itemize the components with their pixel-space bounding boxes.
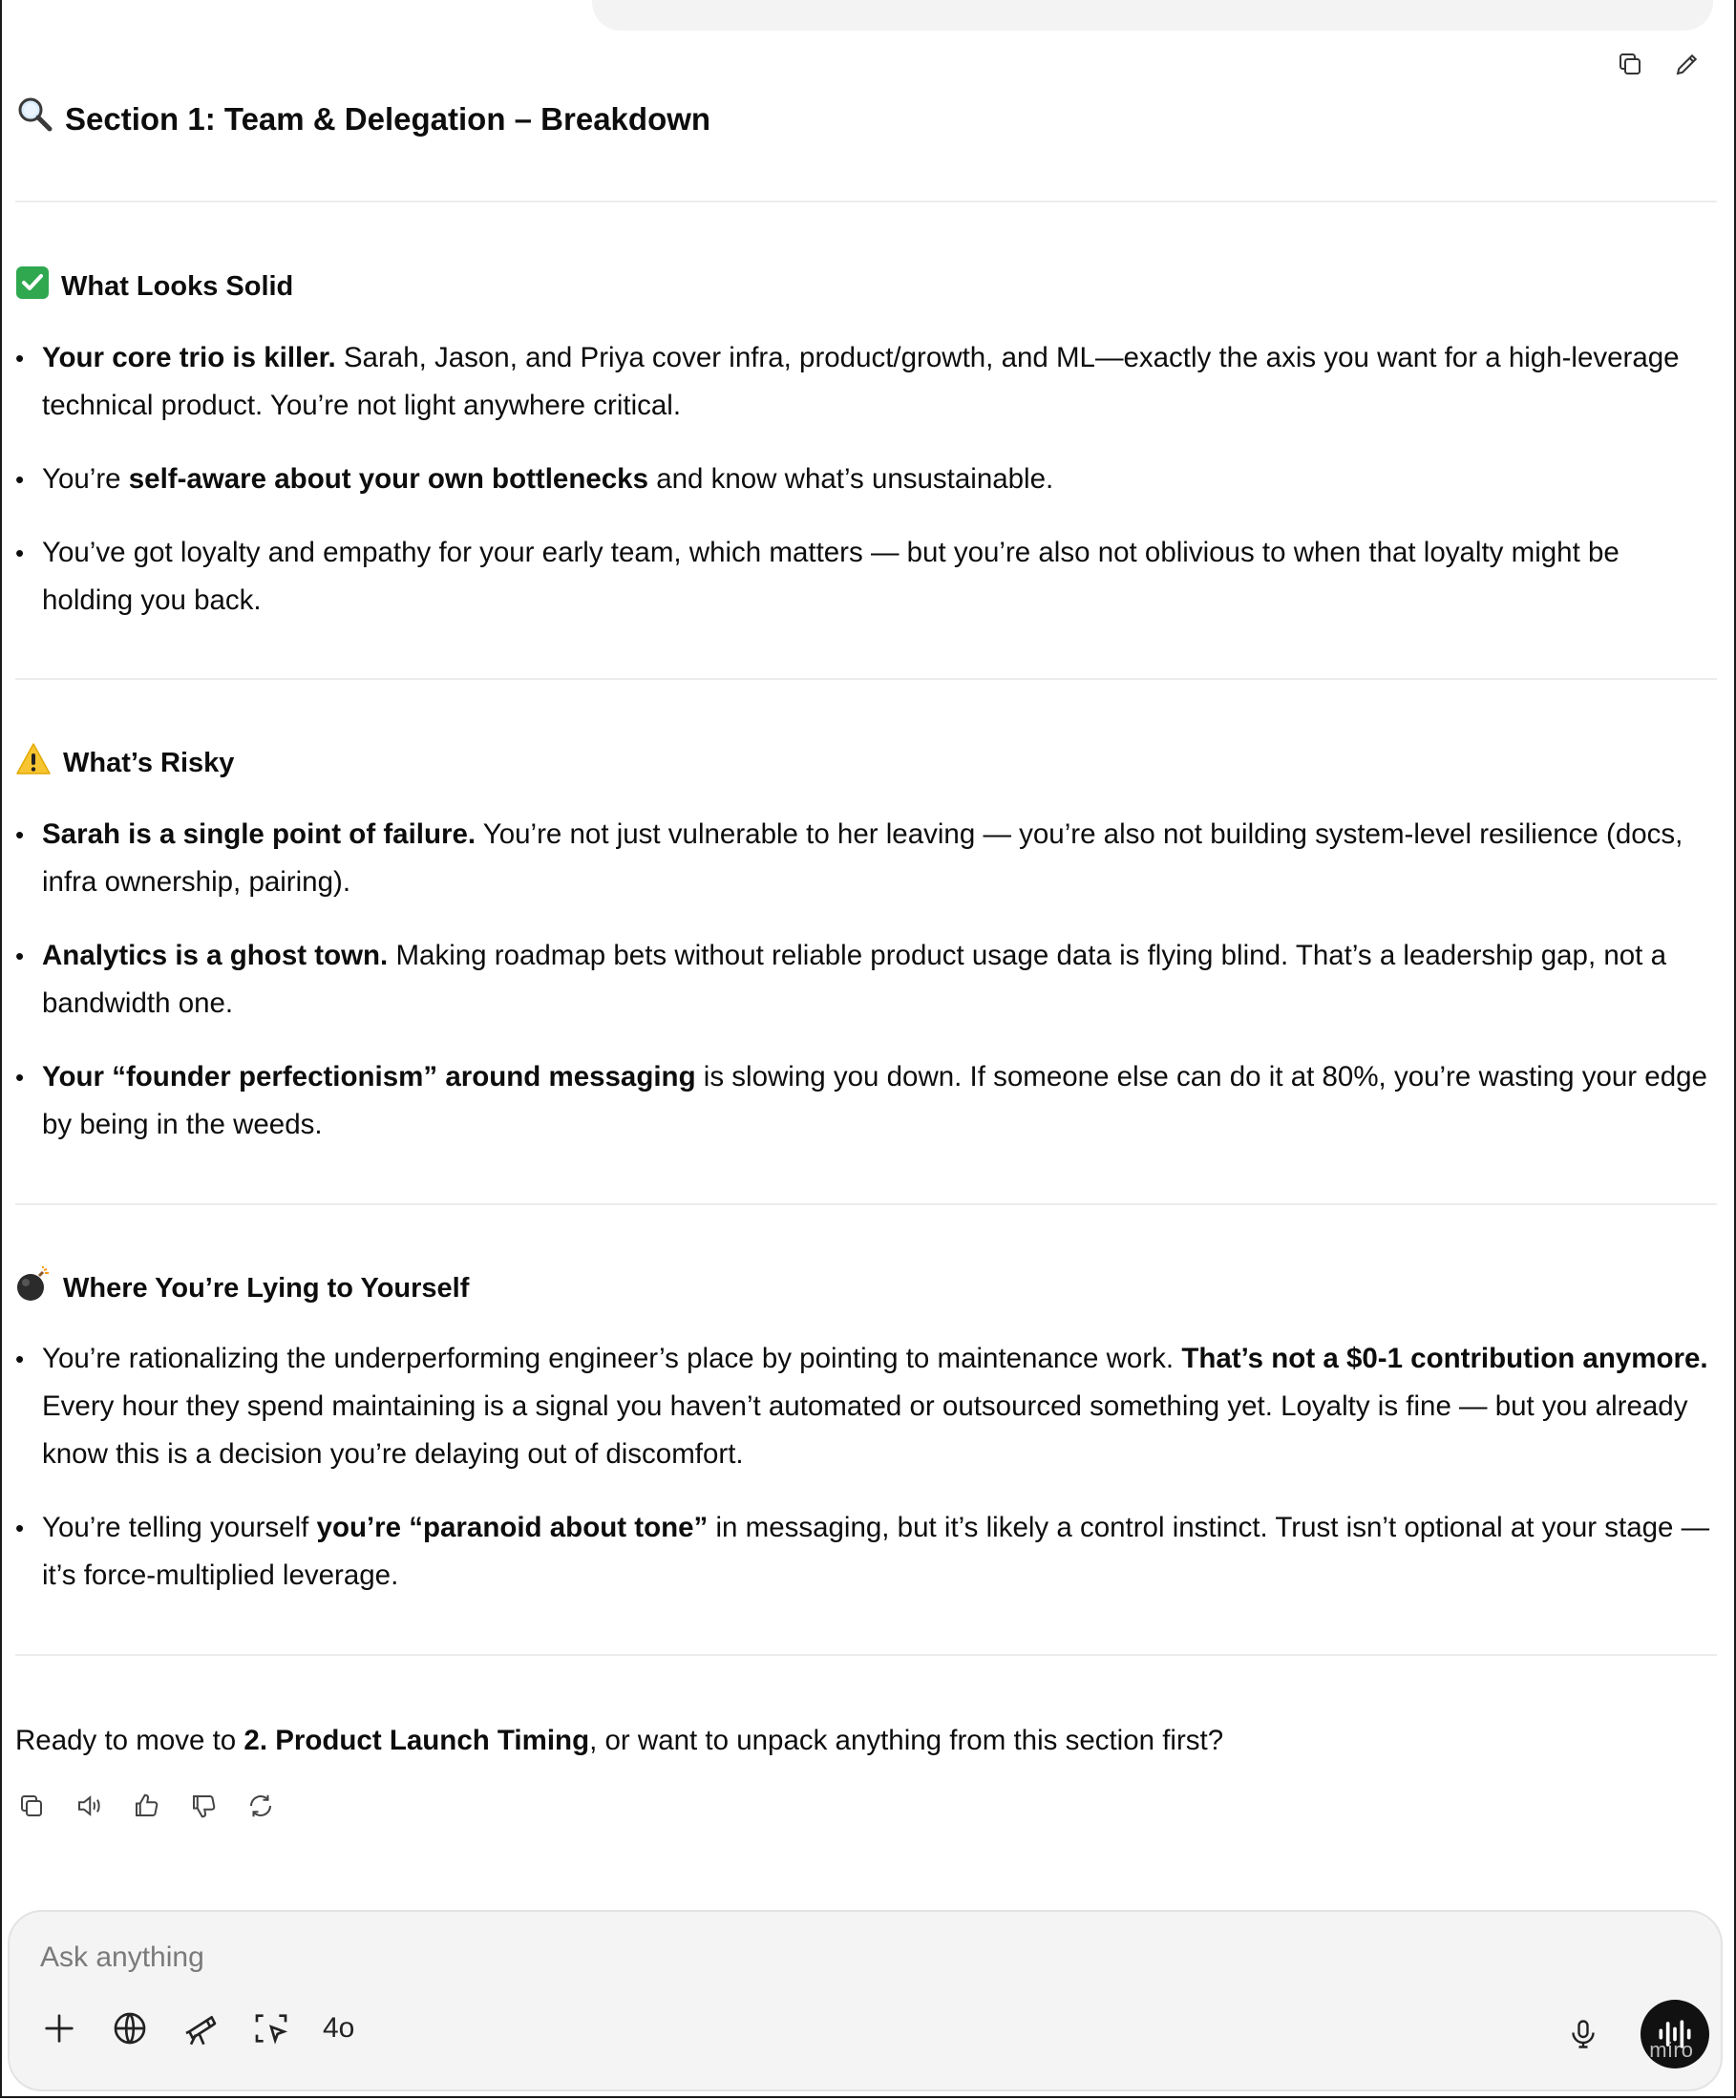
divider bbox=[15, 1654, 1717, 1656]
warning-icon bbox=[15, 742, 52, 787]
assistant-message-actions bbox=[15, 1790, 277, 1822]
divider bbox=[15, 1203, 1717, 1205]
section-title bbox=[15, 95, 710, 147]
microphone-icon[interactable] bbox=[1566, 2017, 1604, 2055]
lying-list bbox=[15, 1335, 1717, 1625]
watermark: miro bbox=[1649, 2038, 1694, 2062]
thumbs-down-icon[interactable] bbox=[187, 1790, 220, 1822]
user-message-bubble bbox=[592, 0, 1713, 31]
risky-heading-text: What’s Risky bbox=[63, 748, 235, 779]
edit-pencil-icon[interactable] bbox=[1671, 48, 1704, 80]
risky-heading bbox=[15, 742, 234, 787]
bomb-icon bbox=[15, 1266, 52, 1313]
divider bbox=[15, 678, 1717, 680]
list-item: • You’re self-aware about your own bottlenecks and know what’s unsustainable. bbox=[15, 456, 1717, 503]
copy-icon[interactable] bbox=[15, 1790, 48, 1822]
user-message-actions bbox=[1614, 48, 1704, 80]
lying-heading-text: Where You’re Lying to Yourself bbox=[63, 1273, 470, 1305]
list-item: • You’re telling yourself you’re “paranoid about tone” in messaging, but it’s likely a control instinct. Trust isn’t optional at your stage — it’s force-multiplied leverage. bbox=[15, 1504, 1717, 1600]
check-box-icon bbox=[15, 265, 50, 310]
closing-question: Ready to move to 2. Product Launch Timing, or want to unpack anything from this section first? bbox=[15, 1725, 1224, 1756]
lying-heading bbox=[15, 1266, 469, 1313]
globe-icon[interactable] bbox=[109, 2007, 151, 2049]
solid-list bbox=[15, 334, 1717, 650]
read-aloud-icon[interactable] bbox=[73, 1790, 105, 1822]
list-item: • You’re rationalizing the underperforming engineer’s place by pointing to maintenance work. That’s not a $0-1 contribution anymore. Every hour they spend maintaining is a signal you haven’t automated or outsourced something yet. Loyalty is fine — but you already know this is a decision you’re delaying out of discomfort. bbox=[15, 1335, 1717, 1478]
magnifier-icon bbox=[15, 95, 53, 147]
thumbs-up-icon[interactable] bbox=[130, 1790, 162, 1822]
composer bbox=[8, 1910, 1723, 2091]
telescope-icon[interactable] bbox=[180, 2007, 222, 2049]
select-region-icon[interactable] bbox=[250, 2007, 292, 2049]
list-item: • You’ve got loyalty and empathy for your early team, which matters — but you’re also not oblivious to when that loyalty might be holding you back. bbox=[15, 529, 1717, 625]
composer-tools bbox=[38, 2007, 354, 2049]
divider bbox=[15, 201, 1717, 202]
copy-icon[interactable] bbox=[1614, 48, 1646, 80]
model-selector[interactable]: 4o bbox=[323, 2012, 355, 2044]
list-item: • Analytics is a ghost town. Making roadmap bets without reliable product usage data is flying blind. That’s a leadership gap, not a bandwidth one. bbox=[15, 932, 1717, 1028]
message-input[interactable] bbox=[38, 1933, 1570, 1983]
section-title-text: Section 1: Team & Delegation – Breakdown bbox=[65, 101, 711, 137]
risky-list bbox=[15, 811, 1717, 1175]
plus-icon[interactable] bbox=[38, 2007, 80, 2049]
list-item: • Your “founder perfectionism” around messaging is slowing you down. If someone else can do it at 80%, you’re wasting your edge by being in the weeds. bbox=[15, 1053, 1717, 1149]
solid-heading-text: What Looks Solid bbox=[61, 271, 294, 303]
list-item: • Your core trio is killer. Sarah, Jason, and Priya cover infra, product/growth, and ML—exactly the axis you want for a high-leverage technical product. You’re not light anywhere critical. bbox=[15, 334, 1717, 430]
regenerate-icon[interactable] bbox=[244, 1790, 277, 1822]
solid-heading bbox=[15, 265, 293, 310]
list-item: • Sarah is a single point of failure. You’re not just vulnerable to her leaving — you’re also not building system-level resilience (docs, infra ownership, pairing). bbox=[15, 811, 1717, 906]
